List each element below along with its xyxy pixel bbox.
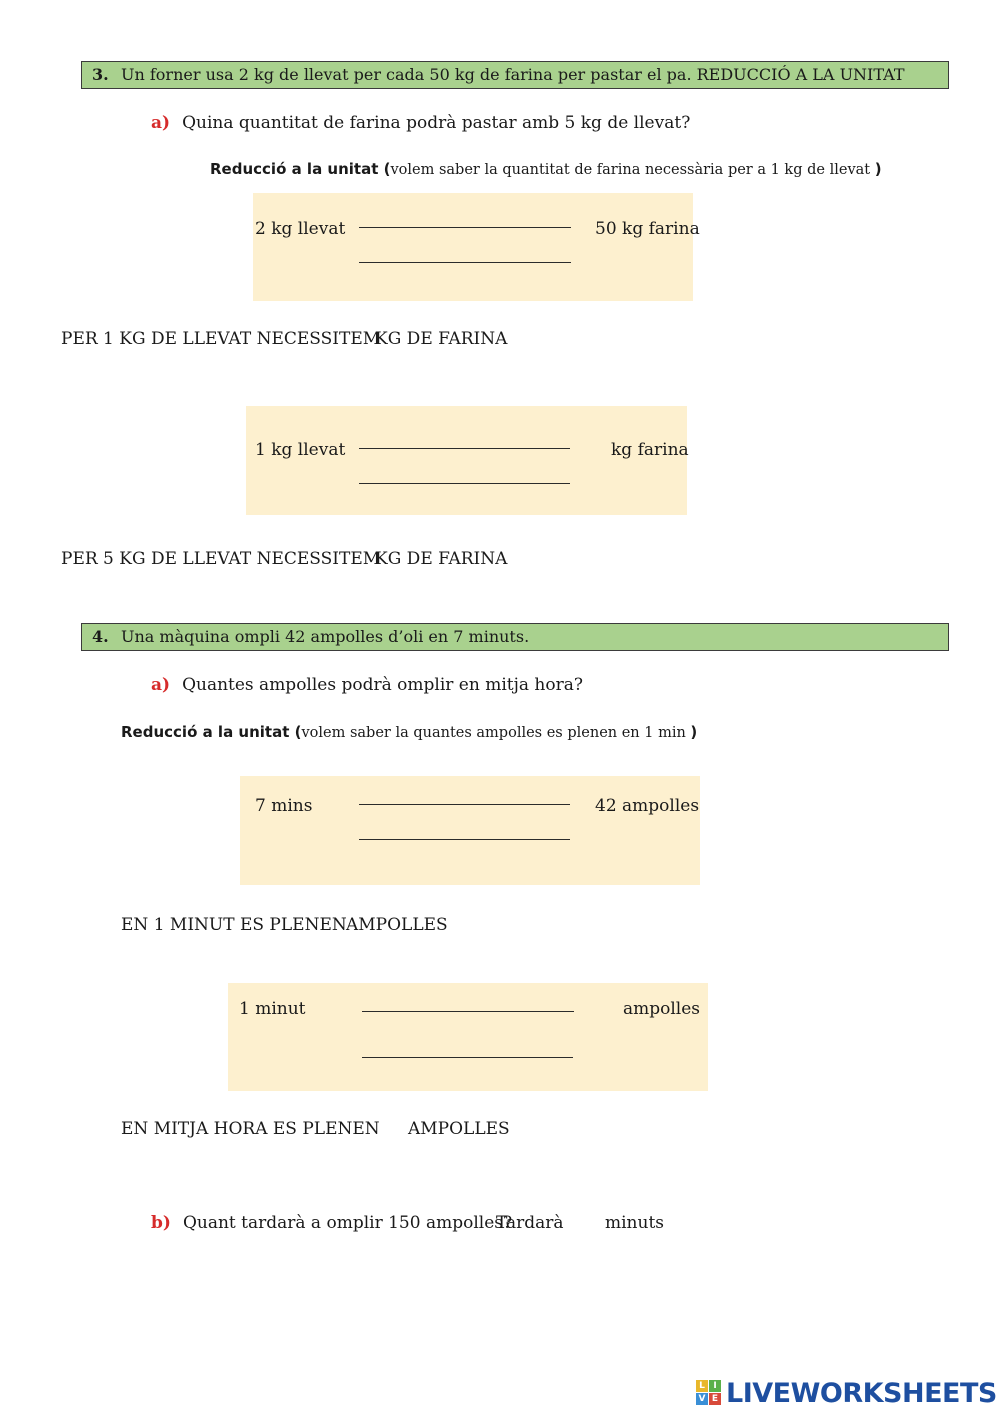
exercise-4a-question: [151, 675, 583, 695]
question-text: Quantes ampolles podrà omplir en mitja hora?: [182, 675, 583, 695]
exercise-4b-answer-input[interactable]: [563, 1211, 605, 1235]
fraction-line-bottom: [362, 1057, 573, 1058]
exercise-4-header: [81, 623, 949, 651]
exercise-4-number: 4.: [92, 627, 109, 646]
question-letter: b): [151, 1213, 171, 1233]
logo-text: LIVEWORKSHEETS: [726, 1377, 997, 1409]
question-text: Quant tardarà a omplir 150 ampolles?: [182, 1213, 513, 1233]
exercise-4-statement: Una màquina ompli 42 ampolles d’oli en 7 minuts.: [121, 627, 530, 646]
exercise-3-answer-line-1: [61, 329, 380, 349]
answer-prefix: Tardarà: [496, 1213, 564, 1233]
liveworksheets-logo-icon: L I V E: [696, 1380, 722, 1406]
exercise-4-answer-line-2: [121, 1119, 380, 1139]
fraction-line-bottom: [359, 839, 570, 840]
reduction-close: ): [690, 723, 698, 741]
exercise-4b-question: [151, 1213, 512, 1233]
reduction-close: ): [874, 160, 882, 178]
exercise-3-answer-line-2: [61, 549, 380, 569]
exercise-4-answer-1-input[interactable]: [313, 913, 347, 937]
answer-prefix: PER 1 KG DE LLEVAT NECESSITEM: [61, 329, 381, 349]
exercise-3-proportion-box-2: [246, 406, 687, 515]
box-answer-input[interactable]: [580, 997, 624, 1021]
fraction-line-bottom: [359, 483, 570, 484]
box-left-label: 1 kg llevat: [255, 440, 346, 460]
answer-suffix: KG DE FARINA: [375, 549, 508, 569]
exercise-3-number: 3.: [92, 65, 109, 84]
answer-suffix: AMPOLLES: [408, 1119, 510, 1139]
question-text: Quina quantitat de farina podrà pastar amb 5 kg de llevat?: [182, 113, 691, 133]
answer-suffix: AMPOLLES: [346, 915, 448, 935]
exercise-4-proportion-box-2: [228, 983, 708, 1091]
reduction-detail: volem saber la quantes ampolles es plenen en 1 min: [301, 725, 691, 741]
fraction-line-top: [359, 804, 570, 805]
box-answer-input[interactable]: [576, 438, 612, 462]
fraction-line-top: [362, 1011, 574, 1012]
exercise-3a-question: [151, 113, 690, 133]
answer-suffix: KG DE FARINA: [375, 329, 508, 349]
exercise-3-statement: Un forner usa 2 kg de llevat per cada 50 kg de farina per pastar el pa. REDUCCIÓ A LA UNITAT: [121, 65, 905, 84]
answer-prefix: EN 1 MINUT ES PLENEN: [121, 915, 347, 935]
reduction-title: Reducció a la unitat (: [210, 160, 391, 178]
exercise-3-answer-1-input[interactable]: [340, 327, 376, 351]
box-right-label: 50 kg farina: [595, 219, 700, 239]
exercise-4-proportion-box-1: [240, 776, 700, 885]
exercise-4-reduction-label: [121, 722, 697, 741]
answer-suffix: minuts: [605, 1213, 665, 1233]
fraction-line-top: [359, 227, 571, 228]
fraction-line-top: [359, 448, 570, 449]
answer-prefix: PER 5 KG DE LLEVAT NECESSITEM: [61, 549, 381, 569]
box-right-label: kg farina: [611, 440, 689, 460]
fraction-line-bottom: [359, 262, 571, 263]
exercise-4-answer-2-input[interactable]: [350, 1117, 409, 1141]
exercise-3-proportion-box-1: [253, 193, 700, 301]
reduction-detail: volem saber la quantitat de farina necessària per a 1 kg de llevat: [390, 162, 875, 178]
box-left-label: 7 mins: [255, 796, 313, 816]
exercise-3-header: [81, 61, 949, 89]
question-letter: a): [151, 675, 171, 695]
box-left-label: 1 minut: [239, 999, 306, 1019]
question-letter: a): [151, 113, 171, 133]
answer-prefix: EN MITJA HORA ES PLENEN: [121, 1119, 380, 1139]
exercise-3-reduction-label: [210, 159, 882, 178]
reduction-title: Reducció a la unitat (: [121, 723, 302, 741]
liveworksheets-logo[interactable]: [696, 1378, 997, 1408]
box-right-label: 42 ampolles: [595, 796, 700, 816]
box-right-label: ampolles: [623, 999, 701, 1019]
exercise-3-answer-2-input[interactable]: [340, 547, 376, 571]
box-left-label: 2 kg llevat: [255, 219, 346, 239]
